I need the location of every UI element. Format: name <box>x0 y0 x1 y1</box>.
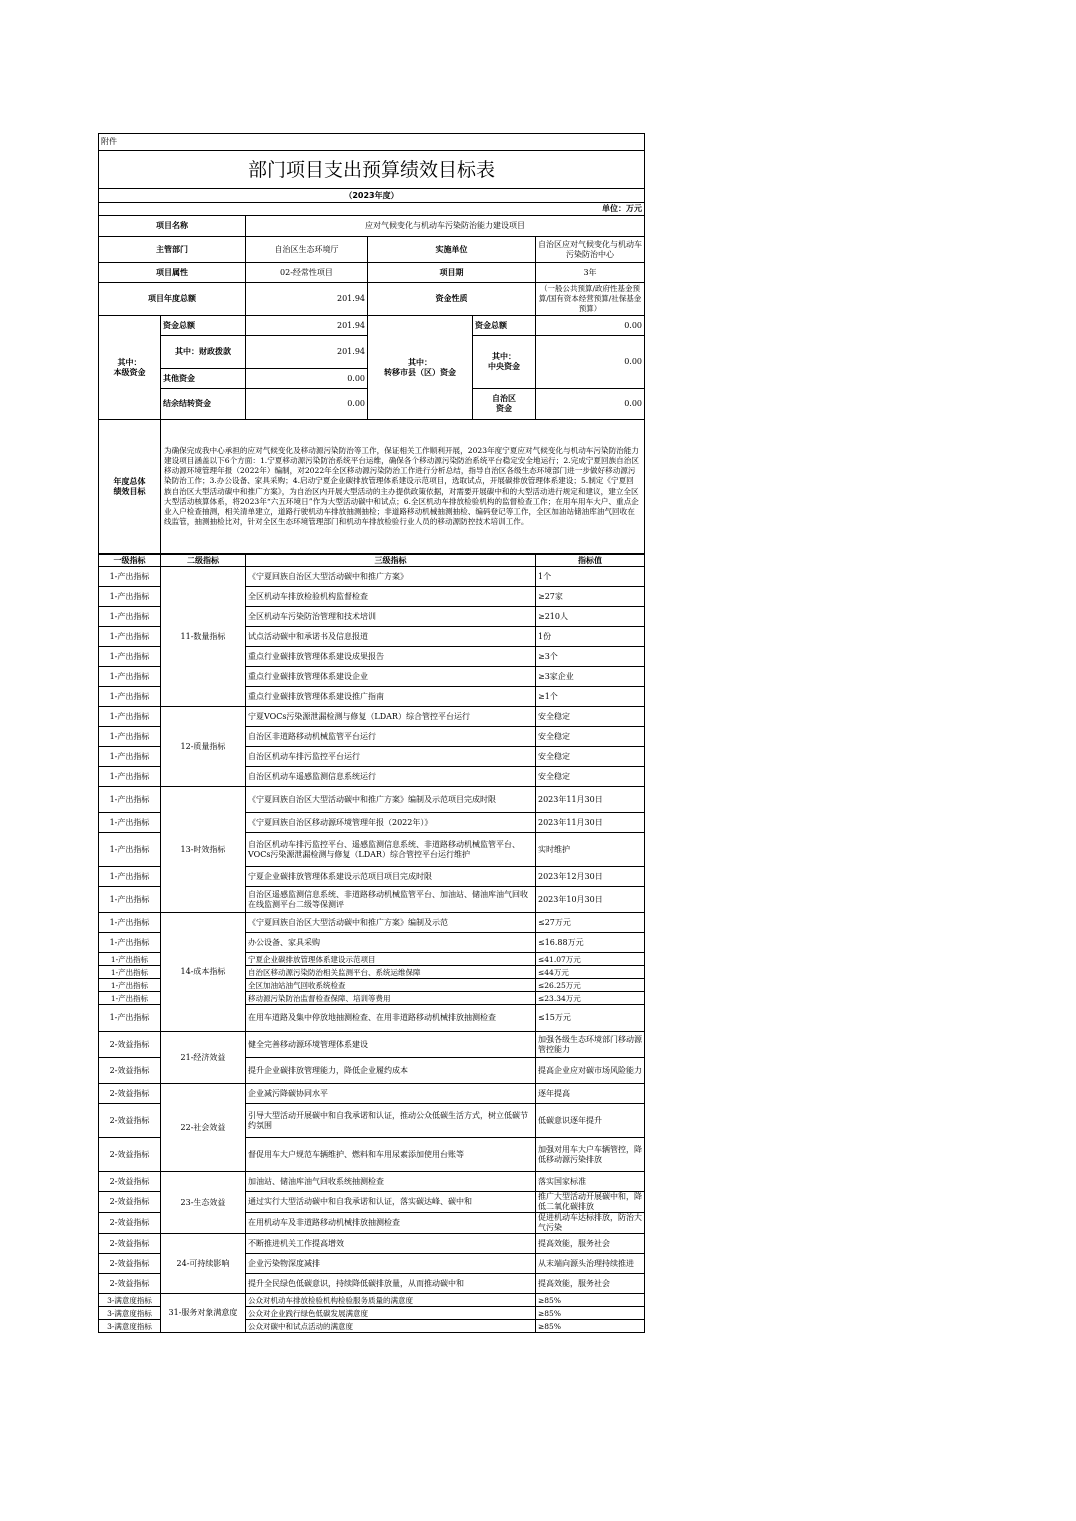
indicator-level1: 1-产出指标 <box>99 867 161 887</box>
indicator-level3: 全区机动车排放检验机构监督检查 <box>246 587 536 607</box>
indicator-level3: 试点活动碳中和承诺书及信息报道 <box>246 627 536 647</box>
indicator-value: 加强对用车大户车辆管控，降低移动源污染排放 <box>536 1138 645 1172</box>
impl-unit-label: 实施单位 <box>368 237 536 263</box>
indicator-row <box>99 707 645 727</box>
carryover-funds-label: 结余结转资金 <box>161 389 246 420</box>
indicator-level3: 《宁夏回族自治区移动源环境管理年报（2022年）》 <box>246 813 536 833</box>
indicator-value: 提高效能，服务社会 <box>536 1234 645 1254</box>
indicator-header-l3: 三级指标 <box>246 555 536 567</box>
annual-goal-label: 年度总体 绩效目标 <box>99 420 161 554</box>
indicator-value: 2023年12月30日 <box>536 867 645 887</box>
indicator-row <box>99 1032 645 1058</box>
project-period-value: 3年 <box>536 263 645 283</box>
local-total-label: 资金总额 <box>161 316 246 336</box>
indicator-header-value: 指标值 <box>536 555 645 567</box>
indicator-level1: 2-效益指标 <box>99 1192 161 1213</box>
indicator-level1: 1-产出指标 <box>99 727 161 747</box>
indicator-level1: 1-产出指标 <box>99 1005 161 1032</box>
transfer-funds-group-label: 其中： 转移市县（区）资金 <box>368 316 473 420</box>
indicator-value: 1份 <box>536 627 645 647</box>
indicator-level3: 自治区移动源污染防治相关监测平台、系统运维保障 <box>246 966 536 979</box>
indicator-level3: 企业污染物深度减排 <box>246 1254 536 1274</box>
indicator-level3: 全区加油站油气回收系统检查 <box>246 979 536 992</box>
indicator-level1: 1-产出指标 <box>99 687 161 707</box>
year-label: （2023年度） <box>99 189 645 203</box>
indicator-level1: 1-产出指标 <box>99 992 161 1005</box>
dept-label: 主管部门 <box>99 237 246 263</box>
indicator-row <box>99 787 645 813</box>
indicator-value: 2023年11月30日 <box>536 787 645 813</box>
indicator-value: 实时维护 <box>536 833 645 867</box>
indicator-value: 1个 <box>536 567 645 587</box>
indicator-row <box>99 913 645 933</box>
indicator-level1: 1-产出指标 <box>99 587 161 607</box>
indicator-value: 2023年11月30日 <box>536 813 645 833</box>
transfer-total-label: 资金总额 <box>473 316 536 336</box>
indicator-level1: 2-效益指标 <box>99 1234 161 1254</box>
indicator-value: ≤41.07万元 <box>536 953 645 966</box>
indicator-row <box>99 567 645 587</box>
indicator-level3: 在用车道路及集中停放地抽测检查、在用非道路移动机械排放抽测检查 <box>246 1005 536 1032</box>
indicator-value: ≥1个 <box>536 687 645 707</box>
indicator-value: ≥85% <box>536 1294 645 1307</box>
indicator-level3: 宁夏企业碳排放管理体系建设示范项目项目完成时限 <box>246 867 536 887</box>
indicator-value: ≥27家 <box>536 587 645 607</box>
indicator-level2: 31-服务对象满意度 <box>161 1294 246 1333</box>
indicator-level2: 12-质量指标 <box>161 707 246 787</box>
indicator-level1: 1-产出指标 <box>99 647 161 667</box>
indicator-level2: 23-生态效益 <box>161 1172 246 1234</box>
other-funds-value: 0.00 <box>246 369 368 389</box>
indicator-level1: 1-产出指标 <box>99 787 161 813</box>
indicator-level1: 1-产出指标 <box>99 707 161 727</box>
indicator-level3: 在用机动车及非道路移动机械排放抽测检查 <box>246 1213 536 1234</box>
indicator-level3: 重点行业碳排放管理体系建设企业 <box>246 667 536 687</box>
indicator-level1: 1-产出指标 <box>99 607 161 627</box>
indicator-level1: 1-产出指标 <box>99 953 161 966</box>
local-funds-group-label: 其中： 本级资金 <box>99 316 161 420</box>
indicator-level1: 3-满意度指标 <box>99 1307 161 1320</box>
unit-label: 单位：万元 <box>99 203 645 216</box>
indicator-level1: 1-产出指标 <box>99 979 161 992</box>
indicator-level1: 1-产出指标 <box>99 966 161 979</box>
indicator-value: 落实国家标准 <box>536 1172 645 1192</box>
central-funds-label: 其中： 中央资金 <box>473 336 536 389</box>
annual-goal-text: 为确保完成我中心承担的应对气候变化及移动源污染防治等工作，保证相关工作顺利开展，2023年度宁夏应对气候变化与机动车污染防治能力建设项目涵盖以下6个方面：1.宁夏移动源污染防治系统平台运维，确保各个移动源污染防治系统平台稳定安全地运行；2.完成宁夏回族自治区移动源环境管理年报（2022年）编制，对2022年全区移动源污染防治工作进行分析总结，指导自治区各级生态环境部门进一步做好移动源污染防治工作；3.办公设备、家具采购；4.启动宁夏企业碳排放管理体系建设示范项目，选取试点，开展碳排放管理体系建设；5.制定《宁夏回族自治区大型活动碳中和推广方案》，为自治区内开展大型活动的主办提供政策依据，对需要开展碳中和的大型活动进行规定和建议，建立全区大型活动核算体系，将2023年“六五环境日”作为大型活动碳中和试点；6.全区机动车排放检验机构的监督检查工作；在用车用车大户、重点企业入户检查抽测，相关清单建立，道路行驶机动车排放抽测抽检；非道路移动机械抽测抽检、编码登记等工作，全区加油站储油库油气回收在线监管，抽测抽检比对，针对全区生态环境管理部门和机动车排放检验行业人员的移动源防控技术培训工作。 <box>161 420 645 554</box>
indicator-value: ≤26.25万元 <box>536 979 645 992</box>
impl-unit-value: 自治区应对气候变化与机动车污染防治中心 <box>536 237 645 263</box>
project-period-label: 项目期 <box>368 263 536 283</box>
header-table <box>98 133 645 554</box>
indicator-value: ≥85% <box>536 1320 645 1333</box>
indicator-value: ≤23.34万元 <box>536 992 645 1005</box>
indicator-value: ≤27万元 <box>536 913 645 933</box>
project-attr-value: 02-经常性项目 <box>246 263 368 283</box>
indicator-level1: 1-产出指标 <box>99 567 161 587</box>
indicator-row <box>99 1234 645 1254</box>
indicator-level2: 11-数量指标 <box>161 567 246 707</box>
fiscal-funds-value: 201.94 <box>246 336 368 369</box>
other-funds-label: 其他资金 <box>161 369 246 389</box>
indicator-level1: 1-产出指标 <box>99 747 161 767</box>
indicator-level1: 1-产出指标 <box>99 913 161 933</box>
indicator-level1: 2-效益指标 <box>99 1138 161 1172</box>
indicator-level1: 2-效益指标 <box>99 1213 161 1234</box>
indicator-level3: 公众对机动车排放检验机构检验服务质量的满意度 <box>246 1294 536 1307</box>
region-funds-label: 自治区 资金 <box>473 389 536 420</box>
indicator-value: 安全稳定 <box>536 707 645 727</box>
indicator-row <box>99 1172 645 1192</box>
indicator-level2: 22-社会效益 <box>161 1084 246 1172</box>
region-funds-value: 0.00 <box>536 389 645 420</box>
indicator-level3: 公众对碳中和试点活动的满意度 <box>246 1320 536 1333</box>
indicator-value: 2023年10月30日 <box>536 887 645 913</box>
indicator-level3: 移动源污染防治监督检查保障、培训等费用 <box>246 992 536 1005</box>
indicator-level1: 2-效益指标 <box>99 1254 161 1274</box>
indicator-level1: 1-产出指标 <box>99 933 161 953</box>
indicator-level3: 提升企业碳排放管理能力，降低企业履约成本 <box>246 1058 536 1084</box>
indicator-level1: 2-效益指标 <box>99 1084 161 1104</box>
indicator-header-l1: 一级指标 <box>99 555 161 567</box>
indicator-value: 促进机动车达标排放，防治大气污染 <box>536 1213 645 1234</box>
page-title: 部门项目支出预算绩效目标表 <box>99 151 645 189</box>
indicator-level3: 通过实行大型活动碳中和自我承诺和认证，落实碳达峰、碳中和 <box>246 1192 536 1213</box>
indicator-level2: 13-时效指标 <box>161 787 246 913</box>
indicator-level3: 自治区遥感监测信息系统、非道路移动机械监管平台、加油站、储油库油气回收在线监测平台二级等保测评 <box>246 887 536 913</box>
annual-total-label: 项目年度总额 <box>99 283 246 316</box>
indicator-value: 提高效能，服务社会 <box>536 1274 645 1294</box>
central-funds-value: 0.00 <box>536 336 645 389</box>
indicator-level3: 督促用车大户规范车辆维护、燃料和车用尿素添加使用台账等 <box>246 1138 536 1172</box>
budget-performance-sheet <box>98 133 644 1333</box>
indicator-value: ≤44万元 <box>536 966 645 979</box>
indicator-level3: 重点行业碳排放管理体系建设推广指南 <box>246 687 536 707</box>
indicator-table <box>98 554 645 1333</box>
indicator-level1: 2-效益指标 <box>99 1032 161 1058</box>
indicator-level3: 宁夏企业碳排放管理体系建设示范项目 <box>246 953 536 966</box>
indicator-value: ≤16.88万元 <box>536 933 645 953</box>
project-name-label: 项目名称 <box>99 216 246 237</box>
indicator-level3: 自治区机动车遥感监测信息系统运行 <box>246 767 536 787</box>
indicator-value: 逐年提高 <box>536 1084 645 1104</box>
indicator-level2: 24-可持续影响 <box>161 1234 246 1294</box>
carryover-funds-value: 0.00 <box>246 389 368 420</box>
fund-nature-value: （一般公共预算/政府性基金预算/国有资本经营预算/社保基金预算） <box>536 283 645 316</box>
indicator-level1: 1-产出指标 <box>99 813 161 833</box>
indicator-level1: 1-产出指标 <box>99 833 161 867</box>
indicator-value: ≥210人 <box>536 607 645 627</box>
indicator-level1: 3-满意度指标 <box>99 1320 161 1333</box>
indicator-value: 加强各级生态环境部门移动源管控能力 <box>536 1032 645 1058</box>
indicator-level3: 引导大型活动开展碳中和自我承诺和认证，推动公众低碳生活方式，树立低碳节约氛围 <box>246 1104 536 1138</box>
transfer-total-value: 0.00 <box>536 316 645 336</box>
indicator-level2: 21-经济效益 <box>161 1032 246 1084</box>
project-name-value: 应对气候变化与机动车污染防治能力建设项目 <box>246 216 645 237</box>
indicator-level1: 2-效益指标 <box>99 1274 161 1294</box>
indicator-level1: 2-效益指标 <box>99 1172 161 1192</box>
indicator-value: ≤15万元 <box>536 1005 645 1032</box>
indicator-row <box>99 1084 645 1104</box>
indicator-level1: 1-产出指标 <box>99 627 161 647</box>
indicator-level1: 3-满意度指标 <box>99 1294 161 1307</box>
indicator-level3: 《宁夏回族自治区大型活动碳中和推广方案》 <box>246 567 536 587</box>
indicator-value: 安全稳定 <box>536 727 645 747</box>
indicator-value: 安全稳定 <box>536 747 645 767</box>
fiscal-funds-label: 其中：财政拨款 <box>161 336 246 369</box>
attachment-label: 附件 <box>99 134 645 151</box>
indicator-level3: 企业减污降碳协同水平 <box>246 1084 536 1104</box>
indicator-level3: 自治区机动车排污监控平台、遥感监测信息系统、非道路移动机械监管平台、VOCs污染源泄漏检测与修复（LDAR）综合管控平台运行维护 <box>246 833 536 867</box>
indicator-level3: 办公设备、家具采购 <box>246 933 536 953</box>
indicator-value: 从末端向源头治理持续推进 <box>536 1254 645 1274</box>
annual-total-value: 201.94 <box>246 283 368 316</box>
indicator-header-l2: 二级指标 <box>161 555 246 567</box>
indicator-value: 低碳意识逐年提升 <box>536 1104 645 1138</box>
indicator-level3: 加油站、储油库油气回收系统抽测检查 <box>246 1172 536 1192</box>
indicator-level1: 1-产出指标 <box>99 667 161 687</box>
indicator-level1: 2-效益指标 <box>99 1104 161 1138</box>
indicator-level1: 1-产出指标 <box>99 887 161 913</box>
indicator-level3: 自治区机动车排污监控平台运行 <box>246 747 536 767</box>
indicator-row <box>99 1294 645 1307</box>
indicator-level3: 自治区非道路移动机械监管平台运行 <box>246 727 536 747</box>
indicator-level3: 公众对企业践行绿色低碳发展满意度 <box>246 1307 536 1320</box>
indicator-value: 提高企业应对碳市场风险能力 <box>536 1058 645 1084</box>
indicator-level3: 提升全民绿色低碳意识，持续降低碳排放量，从而推动碳中和 <box>246 1274 536 1294</box>
indicator-level3: 《宁夏回族自治区大型活动碳中和推广方案》编制及示范 <box>246 913 536 933</box>
local-total-value: 201.94 <box>246 316 368 336</box>
project-attr-label: 项目属性 <box>99 263 246 283</box>
dept-value: 自治区生态环境厅 <box>246 237 368 263</box>
indicator-value: ≥3个 <box>536 647 645 667</box>
indicator-level3: 不断推进机关工作提高增效 <box>246 1234 536 1254</box>
indicator-level3: 《宁夏回族自治区大型活动碳中和推广方案》编制及示范项目完成时限 <box>246 787 536 813</box>
indicator-level1: 2-效益指标 <box>99 1058 161 1084</box>
indicator-value: 推广大型活动开展碳中和，降低二氧化碳排放 <box>536 1192 645 1213</box>
indicator-level1: 1-产出指标 <box>99 767 161 787</box>
indicator-level3: 宁夏VOCs污染源泄漏检测与修复（LDAR）综合管控平台运行 <box>246 707 536 727</box>
indicator-value: 安全稳定 <box>536 767 645 787</box>
indicator-value: ≥85% <box>536 1307 645 1320</box>
indicator-level3: 健全完善移动源环境管理体系建设 <box>246 1032 536 1058</box>
indicator-level2: 14-成本指标 <box>161 913 246 1032</box>
indicator-level3: 全区机动车污染防治管理和技术培训 <box>246 607 536 627</box>
indicator-level3: 重点行业碳排放管理体系建设成果报告 <box>246 647 536 667</box>
indicator-value: ≥3家企业 <box>536 667 645 687</box>
fund-nature-label: 资金性质 <box>368 283 536 316</box>
